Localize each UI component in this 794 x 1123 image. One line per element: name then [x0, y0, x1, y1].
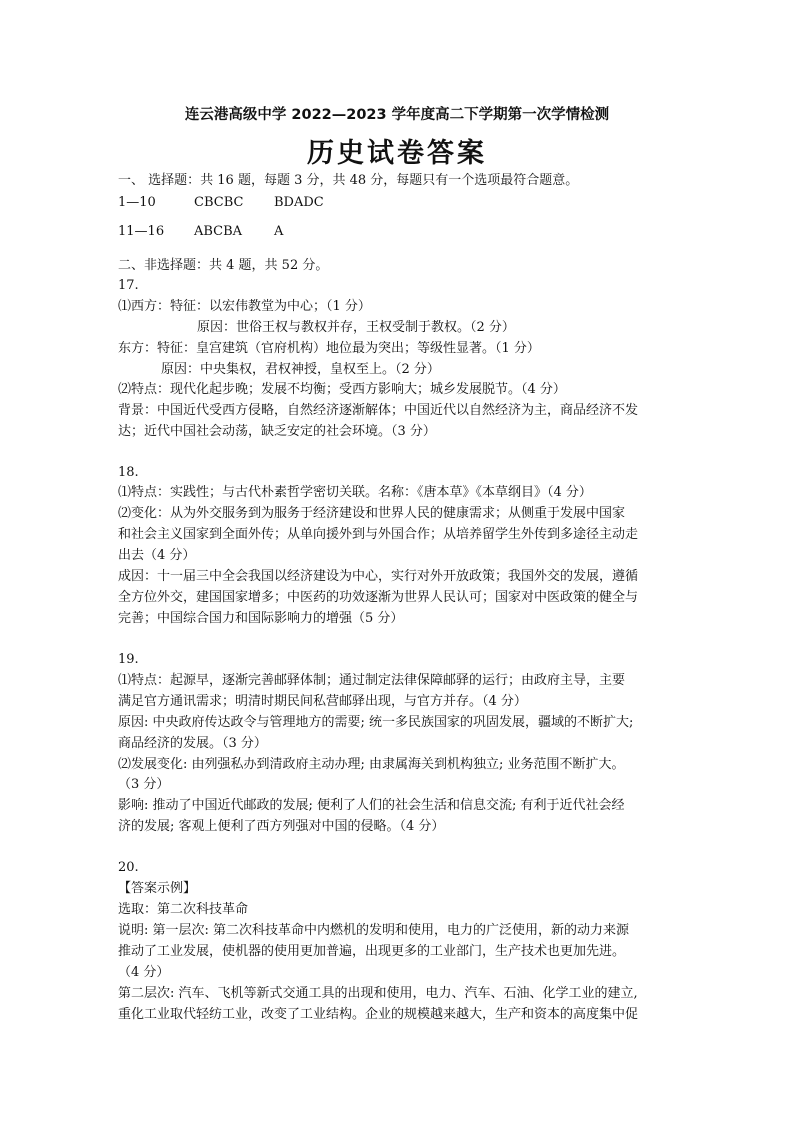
question-number-17: 17.: [118, 278, 139, 293]
answer-example-label: 【答案示例】: [118, 881, 197, 896]
mc-answers-group1: CBCBC: [194, 195, 244, 210]
mc-answers-group2: A: [274, 224, 284, 239]
answer-line: 推动了工业发展，使机器的使用更加普遍，出现更多的工业部门，生产技术也更加先进。: [118, 944, 626, 959]
mc-answer-row: [118, 193, 686, 213]
answer-line: 和社会主义国家到全面外传；从单向援外到与外国合作；从培养留学生外传到多途径主动走: [118, 527, 639, 542]
answer-line: 影响: 推动了中国近代邮政的发展; 便利了人们的社会生活和信息交流; 有利于近代社会经: [118, 798, 625, 813]
answer-line: 重化工业取代轻纺工业，改变了工业结构。企业的规模越来越大，生产和资本的高度集中促: [118, 1007, 639, 1022]
answer-line: （4 分）: [118, 965, 170, 980]
answer-line: 原因：中央集权，君权神授，皇权至上。（2 分）: [161, 362, 440, 377]
answer-line: 济的发展; 客观上便利了西方列强对中国的侵略。（4 分）: [118, 819, 445, 834]
answer-line: 原因: 中央政府传达政令与管理地方的需要; 统一多民族国家的巩固发展，疆域的不断扩大;: [118, 715, 634, 730]
answer-line: ⑴西方：特征：以宏伟教堂为中心；（1 分）: [118, 299, 371, 314]
question-number-20: 20.: [118, 860, 139, 875]
answer-line: 成因：十一届三中全会我国以经济建设为中心，实行对外开放政策；我国外交的发展，遵循: [118, 569, 639, 584]
answer-line: 第二层次: 汽车、飞机等新式交通工具的出现和使用，电力、汽车、石油、化学工业的建立,: [118, 986, 638, 1001]
answer-line: ⑵变化：从为外交服务到为服务于经济建设和世界人民的健康需求；从侧重于发展中国家: [118, 506, 626, 521]
answer-line: ⑴特点：起源早，逐渐完善邮驿体制；通过制定法律保障邮驿的运行；由政府主导，主要: [118, 673, 626, 688]
mc-range: 1—10: [118, 195, 156, 210]
answer-line: 背景：中国近代受西方侵略，自然经济逐渐解体；中国近代以自然经济为主，商品经济不发: [118, 403, 639, 418]
question-number-18: 18.: [118, 465, 139, 480]
answer-line: ⑵特点：现代化起步晚；发展不均衡；受西方影响大；城乡发展脱节。（4 分）: [118, 382, 566, 397]
answer-line: （3 分）: [118, 777, 170, 792]
answer-line: ⑴特点：实践性；与古代朴素哲学密切关联。名称：《唐本草》《本草纲目》（4 分）: [118, 485, 592, 500]
mc-answer-row: [118, 222, 686, 242]
answer-line: ⑵发展变化: 由列强私办到清政府主动办理; 由隶属海关到机构独立; 业务范围不断扩大。: [118, 757, 625, 772]
answer-line: 完善；中国综合国力和国际影响力的增强（5 分）: [118, 611, 404, 626]
answer-line: 选取：第二次科技革命: [118, 902, 249, 917]
answer-line: 出去（4 分）: [118, 548, 196, 563]
mc-range: 11—16: [118, 224, 165, 239]
school-exam-title: 连云港高级中学 2022—2023 学年度高二下学期第一次学情检测: [184, 107, 610, 123]
answer-line: 全方位外交，建国国家增多；中医药的功效逐渐为世界人民认可；国家对中医政策的健全与: [118, 590, 639, 605]
answer-line: 原因：世俗王权与教权并存，王权受制于教权。（2 分）: [197, 320, 515, 335]
answer-line: 商品经济的发展。（3 分）: [118, 736, 267, 751]
answer-line: 东方：特征：皇宫建筑（官府机构）地位最为突出；等级性显著。（1 分）: [118, 341, 540, 356]
section1-heading: 一、 选择题：共 16 题，每题 3 分，共 48 分，每题只有一个选项最符合题意。: [118, 173, 579, 188]
answer-line: 说明: 第一层次: 第二次科技革命中内燃机的发明和使用，电力的广泛使用，新的动力来源: [118, 923, 630, 938]
answer-line: 满足官方通讯需求；明清时期民间私营邮驿出现，与官方并存。（4 分）: [118, 694, 527, 709]
section2-heading: 二、非选择题：共 4 题，共 52 分。: [118, 258, 329, 273]
question-number-19: 19.: [118, 652, 139, 667]
page-title: 历史试卷答案: [307, 138, 487, 169]
mc-answers-group1: ABCBA: [194, 224, 243, 239]
mc-answers-group2: BDADC: [274, 195, 324, 210]
answer-line: 达；近代中国社会动荡，缺乏安定的社会环境。（3 分）: [118, 424, 436, 439]
